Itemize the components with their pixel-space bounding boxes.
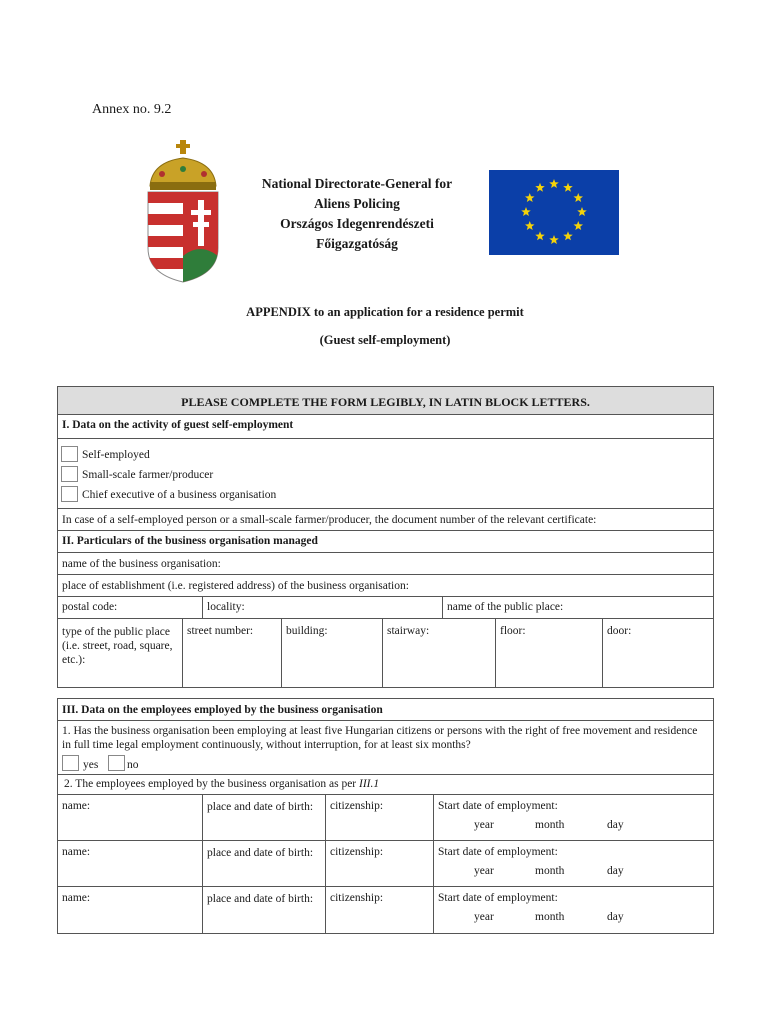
employee-3-year-label: year — [474, 911, 494, 923]
floor-field[interactable] — [496, 619, 603, 688]
chief-executive-label: Chief executive of a business organisation — [82, 489, 277, 501]
employee-1-year-label: year — [474, 819, 494, 831]
employee-2-birth-field[interactable] — [203, 841, 326, 886]
authority-name-line-4: Főigazgatóság — [316, 236, 398, 251]
employee-3-start-date-field[interactable] — [434, 887, 713, 934]
form-notice: PLEASE COMPLETE THE FORM LEGIBLY, IN LATIN BLOCK LETTERS. — [181, 395, 590, 409]
stairway-label: stairway: — [387, 625, 430, 637]
employee-2-start-date-label: Start date of employment: — [438, 846, 558, 858]
section-3-heading-row — [58, 699, 713, 721]
employee-3-start-date-label: Start date of employment: — [438, 892, 558, 904]
employee-3-day-label: day — [607, 911, 624, 923]
authority-name-line-2: Aliens Policing — [314, 196, 400, 211]
employee-1-start-date-field[interactable] — [434, 795, 713, 840]
employee-3-month-label: month — [535, 911, 565, 923]
postal-code-label: postal code: — [62, 601, 118, 613]
employee-2-month-label: month — [535, 865, 565, 877]
address-row-1 — [58, 597, 713, 619]
employee-2-name-label: name: — [62, 846, 91, 858]
employee-2-citizenship-field[interactable] — [326, 841, 434, 886]
authority-name-line-1: National Directorate-General for — [261, 176, 453, 191]
eu-flag-icon — [489, 170, 619, 255]
postal-code-field[interactable] — [58, 597, 203, 618]
door-label: door: — [607, 625, 632, 637]
employee-1-birth-field[interactable] — [203, 795, 326, 840]
activity-options — [58, 439, 713, 509]
business-name-label: name of the business organisation: — [62, 558, 221, 570]
employee-3-birth-label: place and date of birth: — [207, 893, 314, 905]
certificate-number-label: In case of a self-employed person or a small-scale farmer/producer, the document number of the relevant certificate: — [62, 514, 597, 526]
establishment-label: place of establishment (i.e. registered address) of the business organisation: — [62, 580, 409, 592]
form-sections-1-2 — [57, 386, 714, 688]
employee-2-citizenship-label: citizenship: — [330, 846, 384, 858]
question-1-text: 1. Has the business organisation been employing at least five Hungarian citizens or persons with the right of free movement and residence in full time legal employment continuously, without interruption, for at least six months? — [62, 725, 698, 751]
employee-1-day-label: day — [607, 819, 624, 831]
self-employed-checkbox[interactable] — [61, 446, 78, 462]
question-2-reference: III.1 — [359, 778, 380, 790]
employee-1-name-field[interactable] — [58, 795, 203, 840]
section-2-heading-row — [58, 531, 713, 553]
yes-checkbox[interactable] — [62, 755, 79, 771]
employee-3-citizenship-label: citizenship: — [330, 892, 384, 904]
employee-3-birth-field[interactable] — [203, 887, 326, 934]
public-place-name-field[interactable] — [443, 597, 713, 618]
form-notice-row — [58, 387, 713, 415]
certificate-number-field[interactable] — [58, 509, 713, 531]
employee-row-3 — [58, 887, 713, 934]
small-scale-farmer-label: Small-scale farmer/producer — [82, 469, 214, 481]
no-label: no — [127, 759, 139, 771]
floor-label: floor: — [500, 625, 526, 637]
authority-name-line-3: Országos Idegenrendészeti — [280, 216, 434, 231]
employee-2-year-label: year — [474, 865, 494, 877]
employee-2-name-field[interactable] — [58, 841, 203, 886]
public-place-name-label: name of the public place: — [447, 601, 564, 613]
employee-1-citizenship-field[interactable] — [326, 795, 434, 840]
question-1-row — [58, 721, 713, 775]
employee-1-birth-label: place and date of birth: — [207, 801, 314, 813]
employee-row-1 — [58, 795, 713, 841]
employee-2-start-date-field[interactable] — [434, 841, 713, 886]
street-number-field[interactable] — [183, 619, 282, 688]
employee-3-citizenship-field[interactable] — [326, 887, 434, 934]
section-2-heading: II. Particulars of the business organisation managed — [62, 535, 318, 547]
question-2-text — [64, 778, 379, 790]
employee-3-name-field[interactable] — [58, 887, 203, 934]
employee-1-month-label: month — [535, 819, 565, 831]
small-scale-farmer-checkbox[interactable] — [61, 466, 78, 482]
question-2-row — [58, 775, 713, 795]
employee-1-start-date-label: Start date of employment: — [438, 800, 558, 812]
hungarian-coat-of-arms-icon — [142, 138, 224, 284]
business-name-field[interactable] — [58, 553, 713, 575]
annex-number: Annex no. 9.2 — [92, 102, 172, 117]
self-employed-label: Self-employed — [82, 449, 150, 461]
section-1-heading-row — [58, 415, 713, 439]
employee-1-citizenship-label: citizenship: — [330, 800, 384, 812]
employee-2-day-label: day — [607, 865, 624, 877]
employee-2-birth-label: place and date of birth: — [207, 847, 314, 859]
public-place-type-label: type of the public place (i.e. street, road, square, etc.): — [62, 626, 173, 666]
public-place-type-field[interactable] — [58, 619, 183, 688]
address-row-2 — [58, 619, 713, 688]
section-1-heading: I. Data on the activity of guest self-employment — [62, 419, 294, 431]
street-number-label: street number: — [187, 625, 254, 637]
door-field[interactable] — [603, 619, 713, 688]
chief-executive-checkbox[interactable] — [61, 486, 78, 502]
form-section-3 — [57, 698, 714, 934]
yes-label: yes — [83, 759, 99, 771]
employee-1-name-label: name: — [62, 800, 91, 812]
appendix-title: APPENDIX to an application for a residence permit — [246, 305, 524, 319]
appendix-subtitle: (Guest self-employment) — [319, 333, 451, 347]
section-3-heading: III. Data on the employees employed by the business organisation — [62, 704, 383, 716]
employee-row-2 — [58, 841, 713, 887]
employee-3-name-label: name: — [62, 892, 91, 904]
building-field[interactable] — [282, 619, 383, 688]
locality-label: locality: — [207, 601, 245, 613]
building-label: building: — [286, 625, 328, 637]
question-2-prefix: 2. The employees employed by the business organisation as per — [64, 778, 360, 790]
locality-field[interactable] — [203, 597, 443, 618]
establishment-field[interactable] — [58, 575, 713, 597]
no-checkbox[interactable] — [108, 755, 125, 771]
stairway-field[interactable] — [383, 619, 496, 688]
